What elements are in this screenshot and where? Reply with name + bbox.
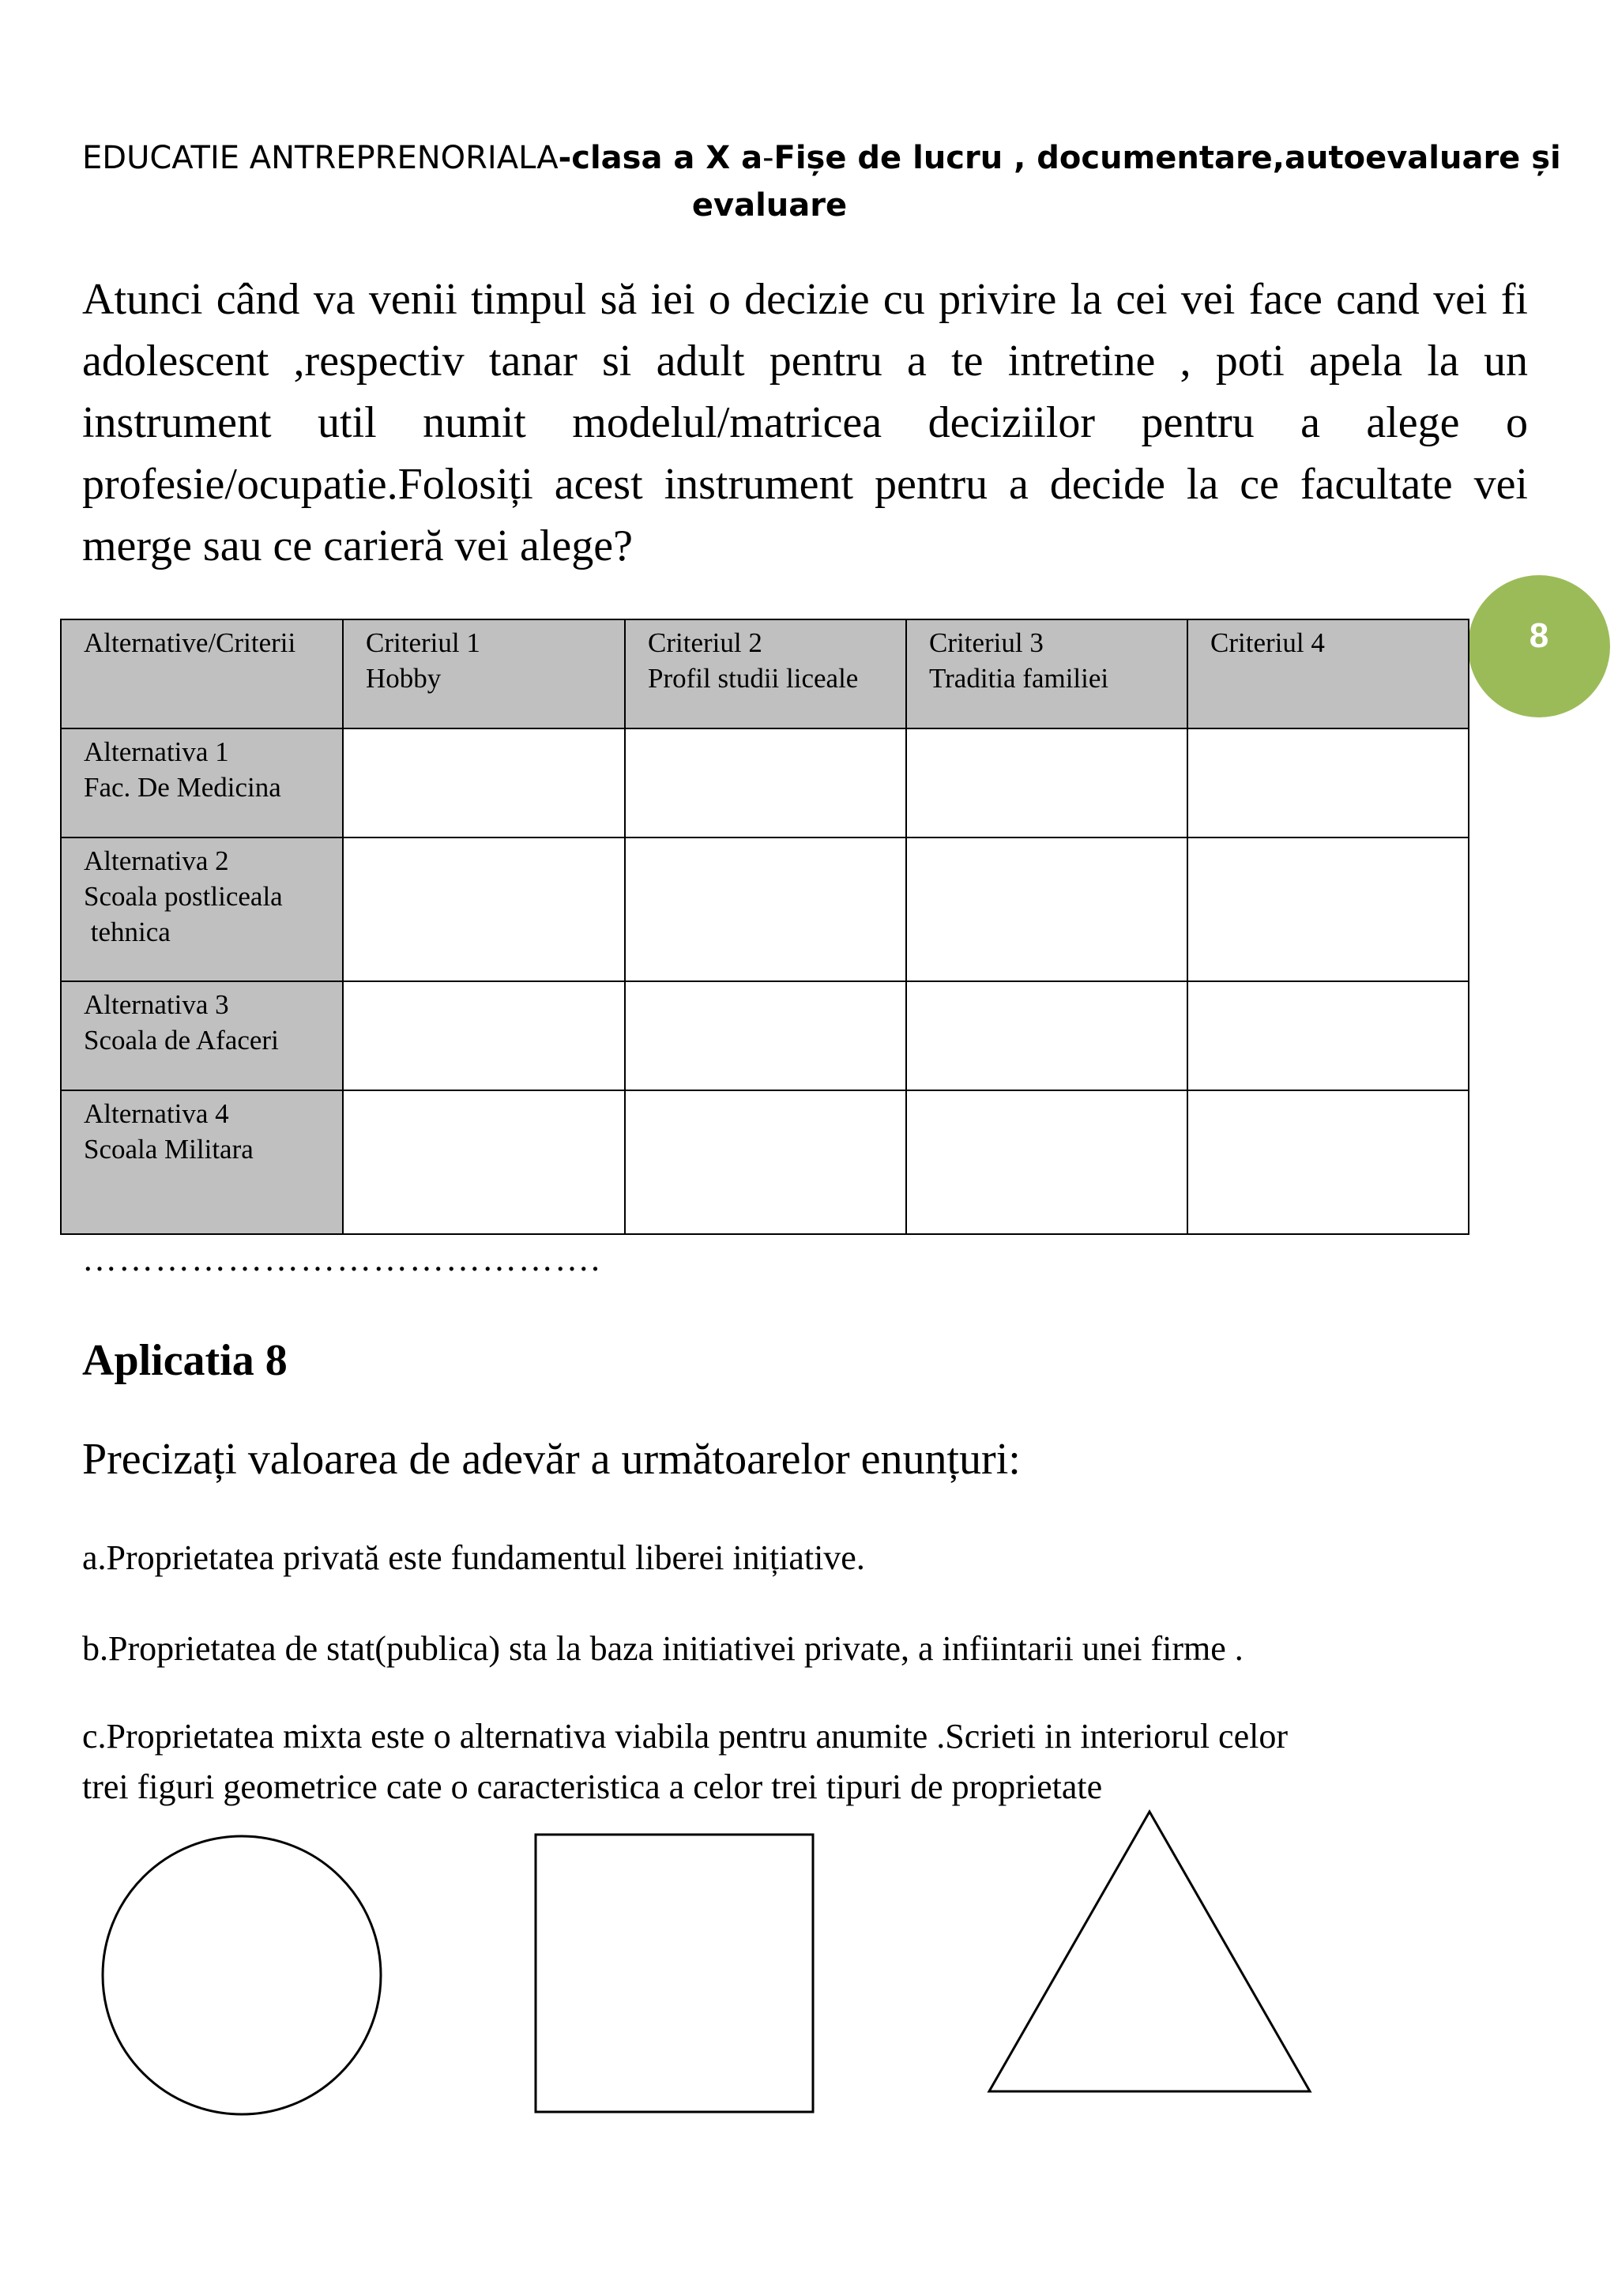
intro-paragraph: Atunci când va venii timpul să iei o decizie cu privire la cei vei face cand vei fi adolescent ,respectiv tanar si adult pentru a te intretine , poti apela la un instrument util numit modelul/matricea deciziilor pentru a alege o profesie/ocupatie.Folosiți acest instrument pentru a decide la ce facultate vei merge sau ce carieră vei alege? <box>82 275 1528 570</box>
statement-a: a.Proprietatea privată este fundamentul liberei inițiative. <box>82 1538 865 1577</box>
header-separator: - <box>762 140 774 176</box>
empty-cell[interactable] <box>343 728 625 837</box>
corner-cell: Alternative/Criterii <box>61 619 343 728</box>
dotted-separator: ……………………………………. <box>82 1240 601 1278</box>
empty-cell[interactable] <box>625 1090 906 1234</box>
alternative-cell: Alternativa 2 Scoala postliceala tehnica <box>61 837 343 981</box>
empty-cell[interactable] <box>625 981 906 1090</box>
header-class: -clasa a X a <box>558 140 763 176</box>
document-header <box>82 134 1561 229</box>
header-subject: EDUCATIE ANTREPRENORIALA <box>82 140 559 176</box>
triangle-shape[interactable] <box>989 1812 1310 2091</box>
empty-cell[interactable] <box>906 837 1187 981</box>
alternative-cell: Alternativa 3 Scoala de Afaceri <box>61 981 343 1090</box>
empty-cell[interactable] <box>343 1090 625 1234</box>
decision-matrix-table <box>60 619 1469 1235</box>
empty-cell[interactable] <box>343 981 625 1090</box>
criterion-cell: Criteriul 3 Traditia familiei <box>906 619 1187 728</box>
application-question: Precizați valoarea de adevăr a următoarelor enunțuri: <box>82 1435 1021 1484</box>
header-topic: Fișe de lucru , documentare,autoevaluare și <box>773 140 1561 176</box>
circle-shape[interactable] <box>103 1836 381 2114</box>
empty-cell[interactable] <box>1187 837 1469 981</box>
empty-cell[interactable] <box>625 728 906 837</box>
table-row <box>61 837 1469 981</box>
empty-cell[interactable] <box>906 728 1187 837</box>
statement-c-line-2: trei figuri geometrice cate o caracteristica a celor trei tipuri de proprietate <box>82 1767 1103 1806</box>
empty-cell[interactable] <box>1187 981 1469 1090</box>
empty-cell[interactable] <box>906 981 1187 1090</box>
alternative-cell: Alternativa 4 Scoala Militara <box>61 1090 343 1234</box>
application-title: Aplicatia 8 <box>82 1336 288 1385</box>
alternative-cell: Alternativa 1 Fac. De Medicina <box>61 728 343 837</box>
criterion-cell: Criteriul 2 Profil studii liceale <box>625 619 906 728</box>
statement-b: b.Proprietatea de stat(publica) sta la baza initiativei private, a infiintarii unei firme . <box>82 1629 1244 1668</box>
empty-cell[interactable] <box>906 1090 1187 1234</box>
table-row <box>61 728 1469 837</box>
square-shape[interactable] <box>536 1835 813 2112</box>
empty-cell[interactable] <box>1187 728 1469 837</box>
page-number-badge: 8 <box>1468 575 1610 717</box>
empty-cell[interactable] <box>625 837 906 981</box>
header-line-2: evaluare <box>691 187 848 224</box>
table-header-row <box>61 619 1469 728</box>
criterion-cell: Criteriul 1 Hobby <box>343 619 625 728</box>
table-row <box>61 981 1469 1090</box>
empty-cell[interactable] <box>1187 1090 1469 1234</box>
statement-c-line-1: c.Proprietatea mixta este o alternativa viabila pentru anumite .Scrieti in interiorul celor <box>82 1717 1288 1756</box>
header-line-1 <box>82 134 1561 182</box>
table-row <box>61 1090 1469 1234</box>
criterion-cell: Criteriul 4 <box>1187 619 1469 728</box>
empty-cell[interactable] <box>343 837 625 981</box>
